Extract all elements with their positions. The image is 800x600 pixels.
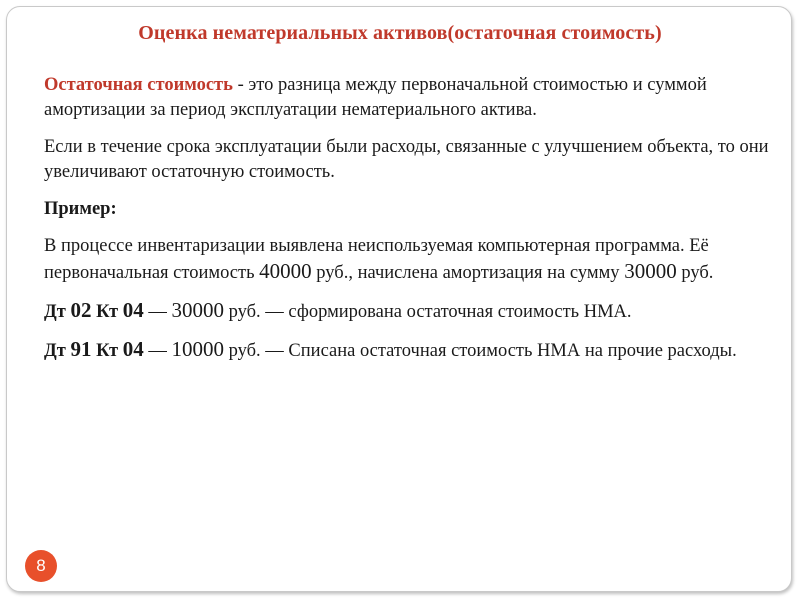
debit-label: Дт [44,341,66,361]
example-text-part3: руб. [676,263,714,283]
journal-entry-1 [44,298,774,325]
debit-account: 91 [70,337,92,361]
slide-body [44,73,774,376]
depreciation-value: 30000 [624,259,677,283]
initial-cost-value: 40000 [259,259,312,283]
entry-text: руб. — Списана остаточная стоимость НМА на прочие расходы. [224,341,737,361]
definition-term: Остаточная стоимость [44,75,233,95]
entry-dash: — [143,341,172,361]
debit-label: Дт [44,302,66,322]
definition-paragraph [44,73,774,123]
definition-text: - это разница между первоначальной стоимостью и суммой амортизации за период эксплуатации нематериального актива. [44,75,707,120]
journal-entry-2 [44,337,774,364]
credit-label: Кт [96,302,119,322]
credit-account: 04 [122,298,144,322]
example-text-part2: руб., начислена амортизация на сумму [311,263,625,283]
improvement-paragraph: Если в течение срока эксплуатации были расходы, связанные с улучшением объекта, то они увеличивают остаточную стоимость. [44,137,769,182]
entry-text: руб. — сформирована остаточная стоимость НМА. [224,302,632,322]
debit-account: 02 [70,298,92,322]
slide-title: Оценка нематериальных активов(остаточная стоимость) [138,22,662,44]
entry-amount: 30000 [171,298,224,322]
example-paragraph [44,234,774,286]
credit-label: Кт [96,341,119,361]
credit-account: 04 [122,337,144,361]
entry-amount: 10000 [171,337,224,361]
example-text-part1: В процессе инвентаризации выявлена неиспользуемая компьютерная программа. Её первоначальная стоимость [44,236,709,283]
example-heading: Пример: [44,199,117,219]
page-number-badge: 8 [25,550,57,582]
entry-dash: — [143,302,172,322]
